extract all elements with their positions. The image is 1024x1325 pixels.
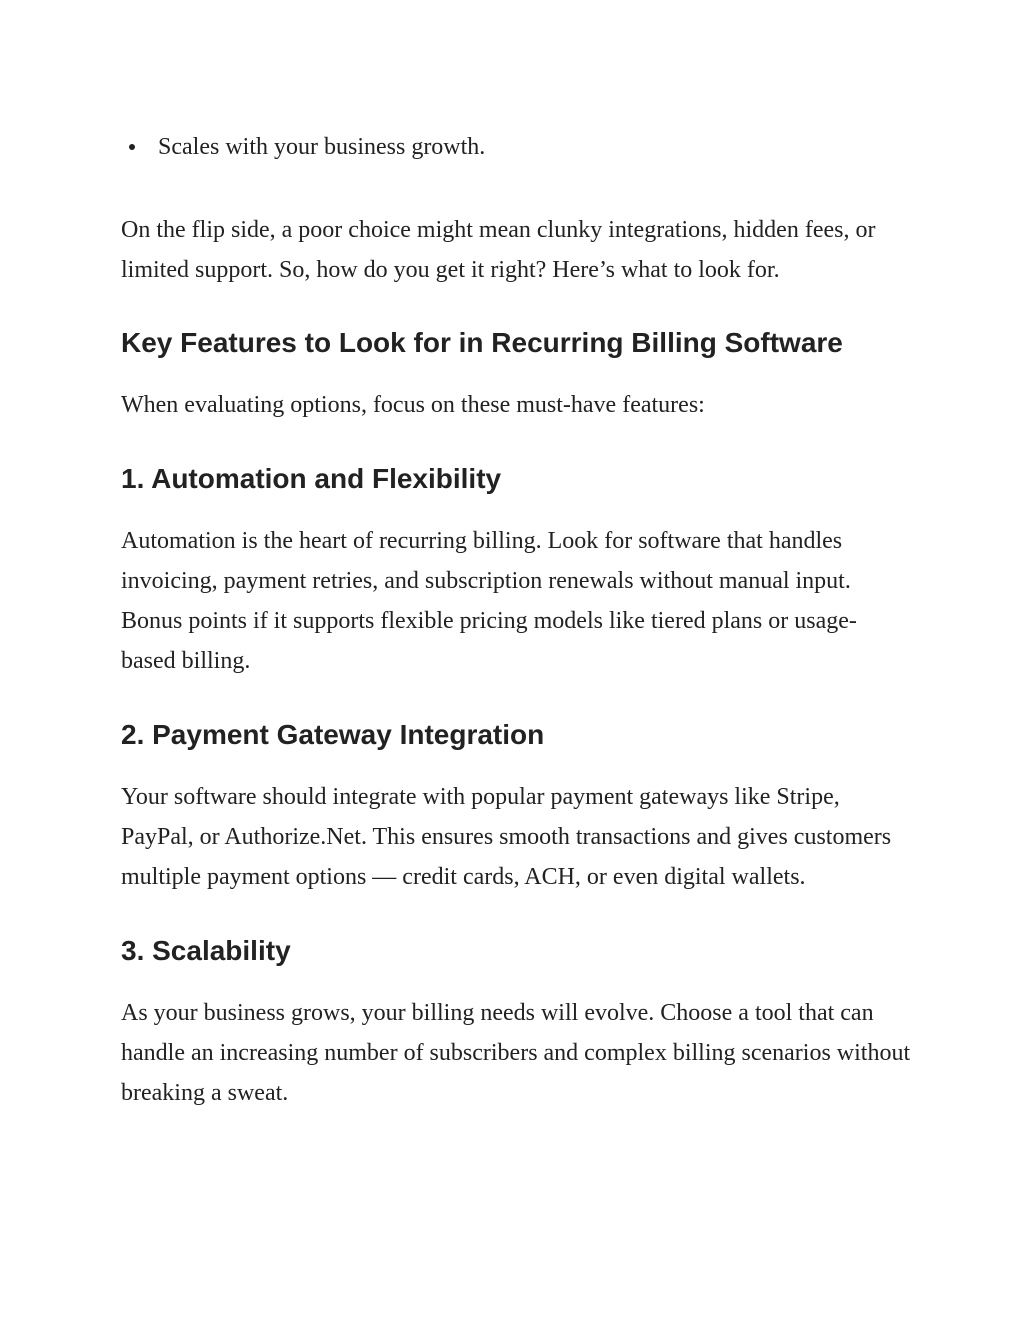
article-content (121, 127, 911, 1113)
list-item-text: Scales with your business growth. (158, 134, 486, 160)
feature-body-automation: Automation is the heart of recurring billing. Look for software that handles invoicing, payment retries, and subscription renewals without manual input. Bonus points if it supports flexible pricing models like tiered plans or usage-based billing. (121, 528, 857, 674)
feature-heading-scalability: 3. Scalability (121, 935, 291, 966)
bullet-list (121, 127, 911, 167)
feature-body-scalability: As your business grows, your billing needs will evolve. Choose a tool that can handle an increasing number of subscribers and complex billing scenarios without breaking a sweat. (121, 1000, 911, 1106)
section-heading-key-features: Key Features to Look for in Recurring Billing Software (121, 327, 843, 358)
feature-body-payment-gateway: Your software should integrate with popular payment gateways like Stripe, PayPal, or Authorize.Net. This ensures smooth transactions and gives customers multiple payment options — credit cards, ACH, or even digital wallets. (121, 784, 892, 890)
feature-heading-automation: 1. Automation and Flexibility (121, 463, 502, 494)
bullet-icon (129, 144, 135, 150)
feature-heading-payment-gateway: 2. Payment Gateway Integration (121, 719, 545, 750)
key-features-lead: When evaluating options, focus on these must-have features: (121, 392, 705, 418)
intro-paragraph: On the flip side, a poor choice might mean clunky integrations, hidden fees, or limited support. So, how do you get it right? Here’s what to look for. (121, 217, 876, 283)
list-item (121, 127, 911, 167)
